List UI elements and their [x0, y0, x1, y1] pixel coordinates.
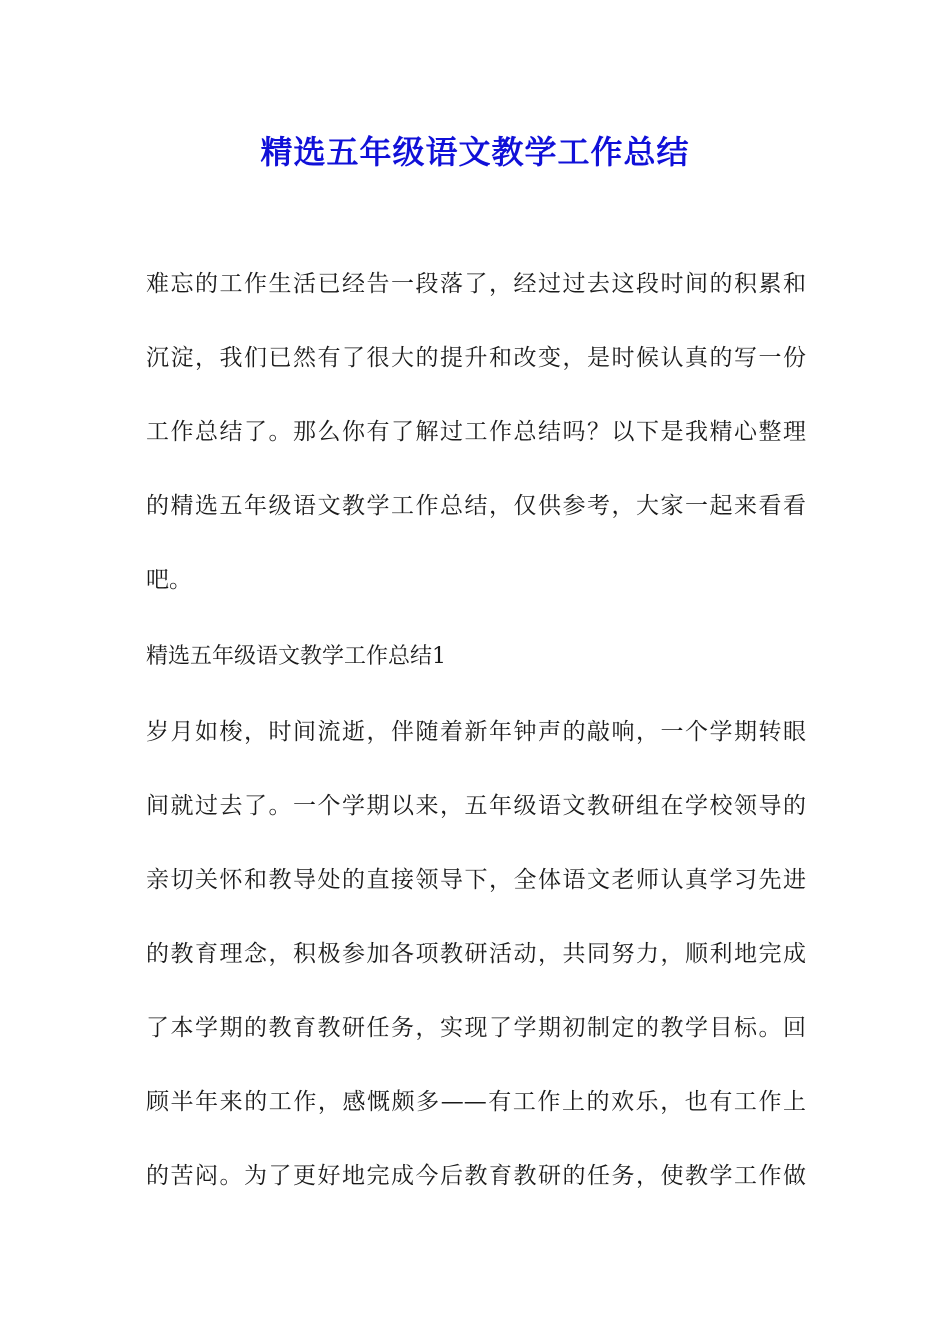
intro-line-4: 的精选五年级语文教学工作总结，仅供参考，大家一起来看看 — [146, 493, 806, 519]
body-line-4: 的教育理念，积极参加各项教研活动，共同努力，顺利地完成 — [146, 941, 806, 967]
body-line-7: 的苦闷。为了更好地完成今后教育教研的任务，使教学工作做 — [146, 1163, 806, 1189]
intro-line-2: 沉淀，我们已然有了很大的提升和改变，是时候认真的写一份 — [146, 345, 806, 371]
intro-line-5: 吧。 — [146, 567, 192, 593]
body-line-3: 亲切关怀和教导处的直接领导下，全体语文老师认真学习先进 — [146, 867, 806, 893]
body-line-6: 顾半年来的工作，感慨颇多——有工作上的欢乐，也有工作上 — [146, 1089, 806, 1115]
body-line-1: 岁月如梭，时间流逝，伴随着新年钟声的敲响，一个学期转眼 — [146, 719, 806, 745]
intro-line-1: 难忘的工作生活已经告一段落了，经过过去这段时间的积累和 — [146, 271, 806, 297]
intro-line-3: 工作总结了。那么你有了解过工作总结吗？以下是我精心整理 — [146, 419, 806, 445]
body-line-2: 间就过去了。一个学期以来，五年级语文教研组在学校领导的 — [146, 793, 806, 819]
document-title: 精选五年级语文教学工作总结 — [260, 133, 690, 171]
body-line-5: 了本学期的教育教研任务，实现了学期初制定的教学目标。回 — [146, 1015, 806, 1041]
section-heading: 精选五年级语文教学工作总结1 — [146, 644, 446, 669]
